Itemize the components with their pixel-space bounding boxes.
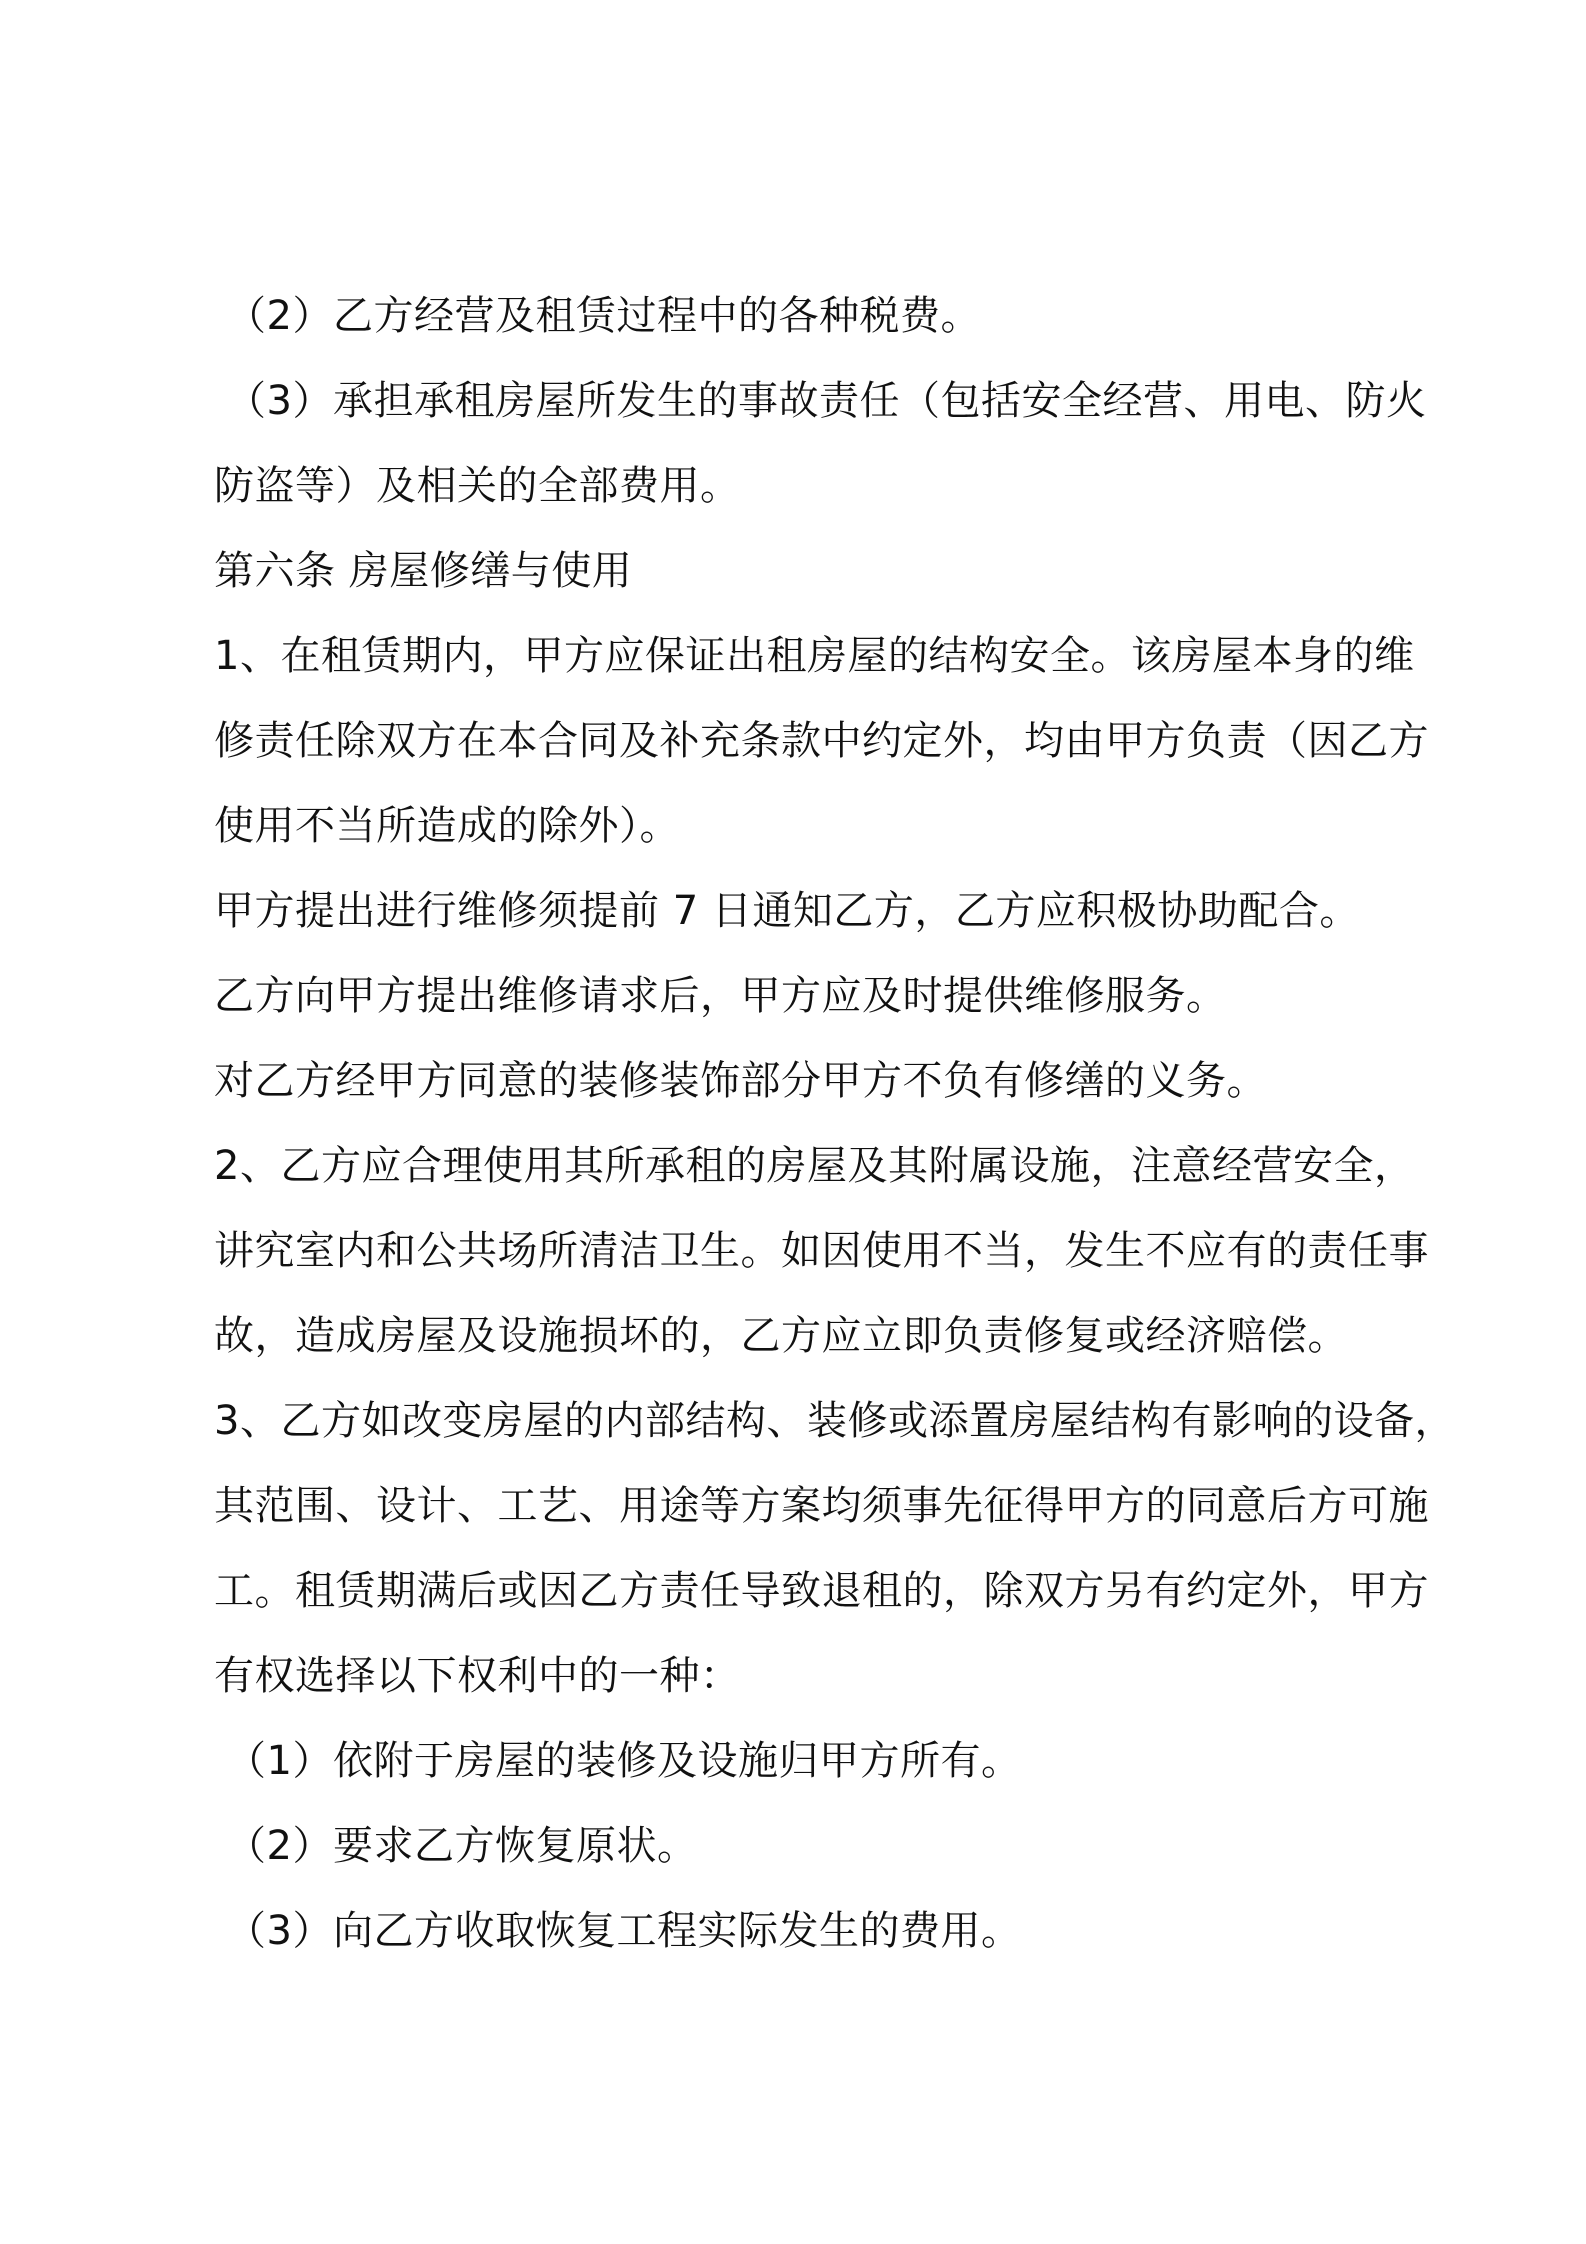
text-line: 修责任除双方在本合同及补充条款中约定外，均由甲方负责（因乙方	[214, 718, 1429, 764]
text-line: （1）依附于房屋的装修及设施归甲方所有。	[226, 1738, 1022, 1784]
text-line: （3）向乙方收取恢复工程实际发生的费用。	[226, 1908, 1022, 1954]
text-line: 故，造成房屋及设施损坏的，乙方应立即负责修复或经济赔偿。	[214, 1313, 1348, 1359]
text-line: 其范围、设计、工艺、用途等方案均须事先征得甲方的同意后方可施	[214, 1483, 1429, 1529]
text-line: 乙方向甲方提出维修请求后，甲方应及时提供维修服务。	[214, 973, 1227, 1019]
section-heading: 第六条 房屋修缮与使用	[214, 548, 633, 594]
text-line: 3、乙方如改变房屋的内部结构、装修或添置房屋结构有影响的设备，	[214, 1398, 1455, 1444]
text-line: 防盗等）及相关的全部费用。	[214, 463, 741, 509]
text-line: 讲究室内和公共场所清洁卫生。如因使用不当，发生不应有的责任事	[214, 1228, 1429, 1274]
text-line: 工。租赁期满后或因乙方责任导致退租的，除双方另有约定外，甲方	[214, 1568, 1429, 1614]
text-line: 1、在租赁期内，甲方应保证出租房屋的结构安全。该房屋本身的维	[214, 633, 1415, 679]
text-line: 使用不当所造成的除外）。	[214, 803, 680, 849]
text-line: 对乙方经甲方同意的装修装饰部分甲方不负有修缮的义务。	[214, 1058, 1267, 1104]
text-line: （2）要求乙方恢复原状。	[226, 1823, 698, 1869]
text-line: 甲方提出进行维修须提前 7 日通知乙方，乙方应积极协助配合。	[214, 888, 1360, 934]
text-line: （3）承担承租房屋所发生的事故责任（包括安全经营、用电、防火	[226, 378, 1427, 424]
text-line: （2）乙方经营及租赁过程中的各种税费。	[226, 293, 981, 339]
text-line: 有权选择以下权利中的一种：	[214, 1653, 741, 1699]
text-line: 2、乙方应合理使用其所承租的房屋及其附属设施，注意经营安全，	[214, 1143, 1415, 1189]
